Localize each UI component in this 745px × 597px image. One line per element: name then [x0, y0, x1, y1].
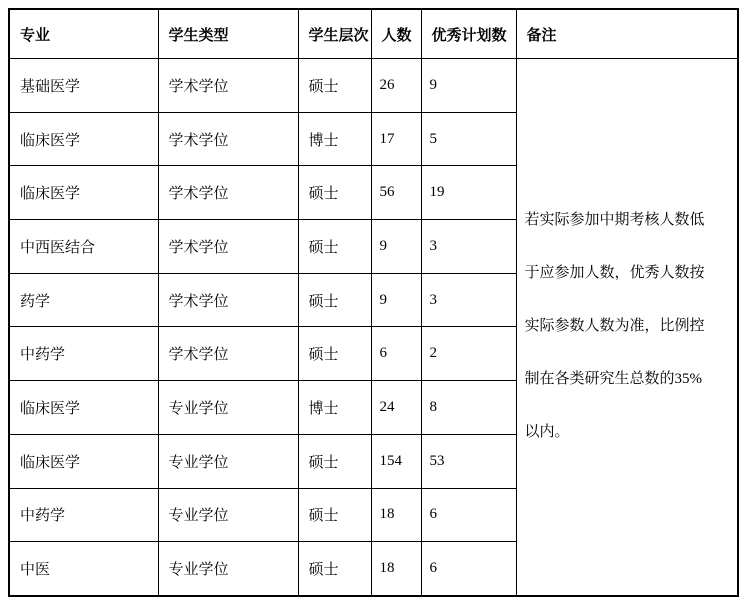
cell-count: 154: [371, 434, 421, 488]
cell-excellent-count: 53: [421, 434, 516, 488]
remark-line: 于应参加人数，优秀人数按: [524, 265, 705, 282]
header-count: 人数: [371, 9, 421, 59]
cell-student-level: 博士: [298, 112, 371, 166]
header-remark: 备注: [516, 9, 738, 59]
cell-student-level: 硕士: [298, 220, 371, 274]
cell-major: 中西医结合: [9, 220, 158, 274]
remark-line: 若实际参加中期考核人数低: [524, 212, 705, 229]
cell-student-type: 学术学位: [158, 327, 298, 381]
cell-major: 中药学: [9, 488, 158, 542]
cell-student-type: 专业学位: [158, 381, 298, 435]
cell-major: 临床医学: [9, 112, 158, 166]
cell-student-level: 硕士: [298, 434, 371, 488]
table-row: [9, 59, 738, 113]
cell-student-type: 专业学位: [158, 542, 298, 596]
cell-major: 基础医学: [9, 59, 158, 113]
cell-excellent-count: 3: [421, 220, 516, 274]
header-student-level: 学生层次: [298, 9, 371, 59]
cell-student-level: 硕士: [298, 327, 371, 381]
cell-count: 18: [371, 542, 421, 596]
cell-count: 9: [371, 220, 421, 274]
cell-student-level: 硕士: [298, 59, 371, 113]
cell-count: 6: [371, 327, 421, 381]
cell-count: 17: [371, 112, 421, 166]
cell-student-type: 学术学位: [158, 220, 298, 274]
cell-major: 中医: [9, 542, 158, 596]
remark-line: 实际参数人数为准，比例控: [524, 318, 705, 335]
remark-line: 以内。: [524, 424, 570, 441]
cell-major: 中药学: [9, 327, 158, 381]
remark-cell: [516, 59, 738, 596]
cell-student-level: 硕士: [298, 542, 371, 596]
cell-count: 26: [371, 59, 421, 113]
cell-count: 18: [371, 488, 421, 542]
cell-major: 临床医学: [9, 434, 158, 488]
cell-student-type: 学术学位: [158, 166, 298, 220]
header-student-type: 学生类型: [158, 9, 298, 59]
cell-major: 临床医学: [9, 166, 158, 220]
cell-student-type: 学术学位: [158, 59, 298, 113]
remark-line: 制在各类研究生总数的35%: [524, 371, 702, 388]
cell-major: 药学: [9, 273, 158, 327]
header-excellent-plan-count: 优秀计划数: [421, 9, 516, 59]
cell-major: 临床医学: [9, 381, 158, 435]
cell-student-level: 硕士: [298, 166, 371, 220]
cell-count: 24: [371, 381, 421, 435]
cell-student-level: 硕士: [298, 488, 371, 542]
cell-excellent-count: 9: [421, 59, 516, 113]
cell-count: 56: [371, 166, 421, 220]
cell-student-type: 学术学位: [158, 273, 298, 327]
cell-excellent-count: 6: [421, 488, 516, 542]
header-row: [9, 9, 738, 59]
midterm-assessment-quota-table: [8, 8, 739, 597]
cell-excellent-count: 3: [421, 273, 516, 327]
header-major: 专业: [9, 9, 158, 59]
cell-student-level: 硕士: [298, 273, 371, 327]
cell-excellent-count: 5: [421, 112, 516, 166]
cell-count: 9: [371, 273, 421, 327]
cell-excellent-count: 19: [421, 166, 516, 220]
cell-excellent-count: 8: [421, 381, 516, 435]
cell-student-type: 专业学位: [158, 488, 298, 542]
cell-student-level: 博士: [298, 381, 371, 435]
cell-student-type: 学术学位: [158, 112, 298, 166]
cell-excellent-count: 6: [421, 542, 516, 596]
cell-excellent-count: 2: [421, 327, 516, 381]
cell-student-type: 专业学位: [158, 434, 298, 488]
remark-text: [525, 194, 714, 459]
